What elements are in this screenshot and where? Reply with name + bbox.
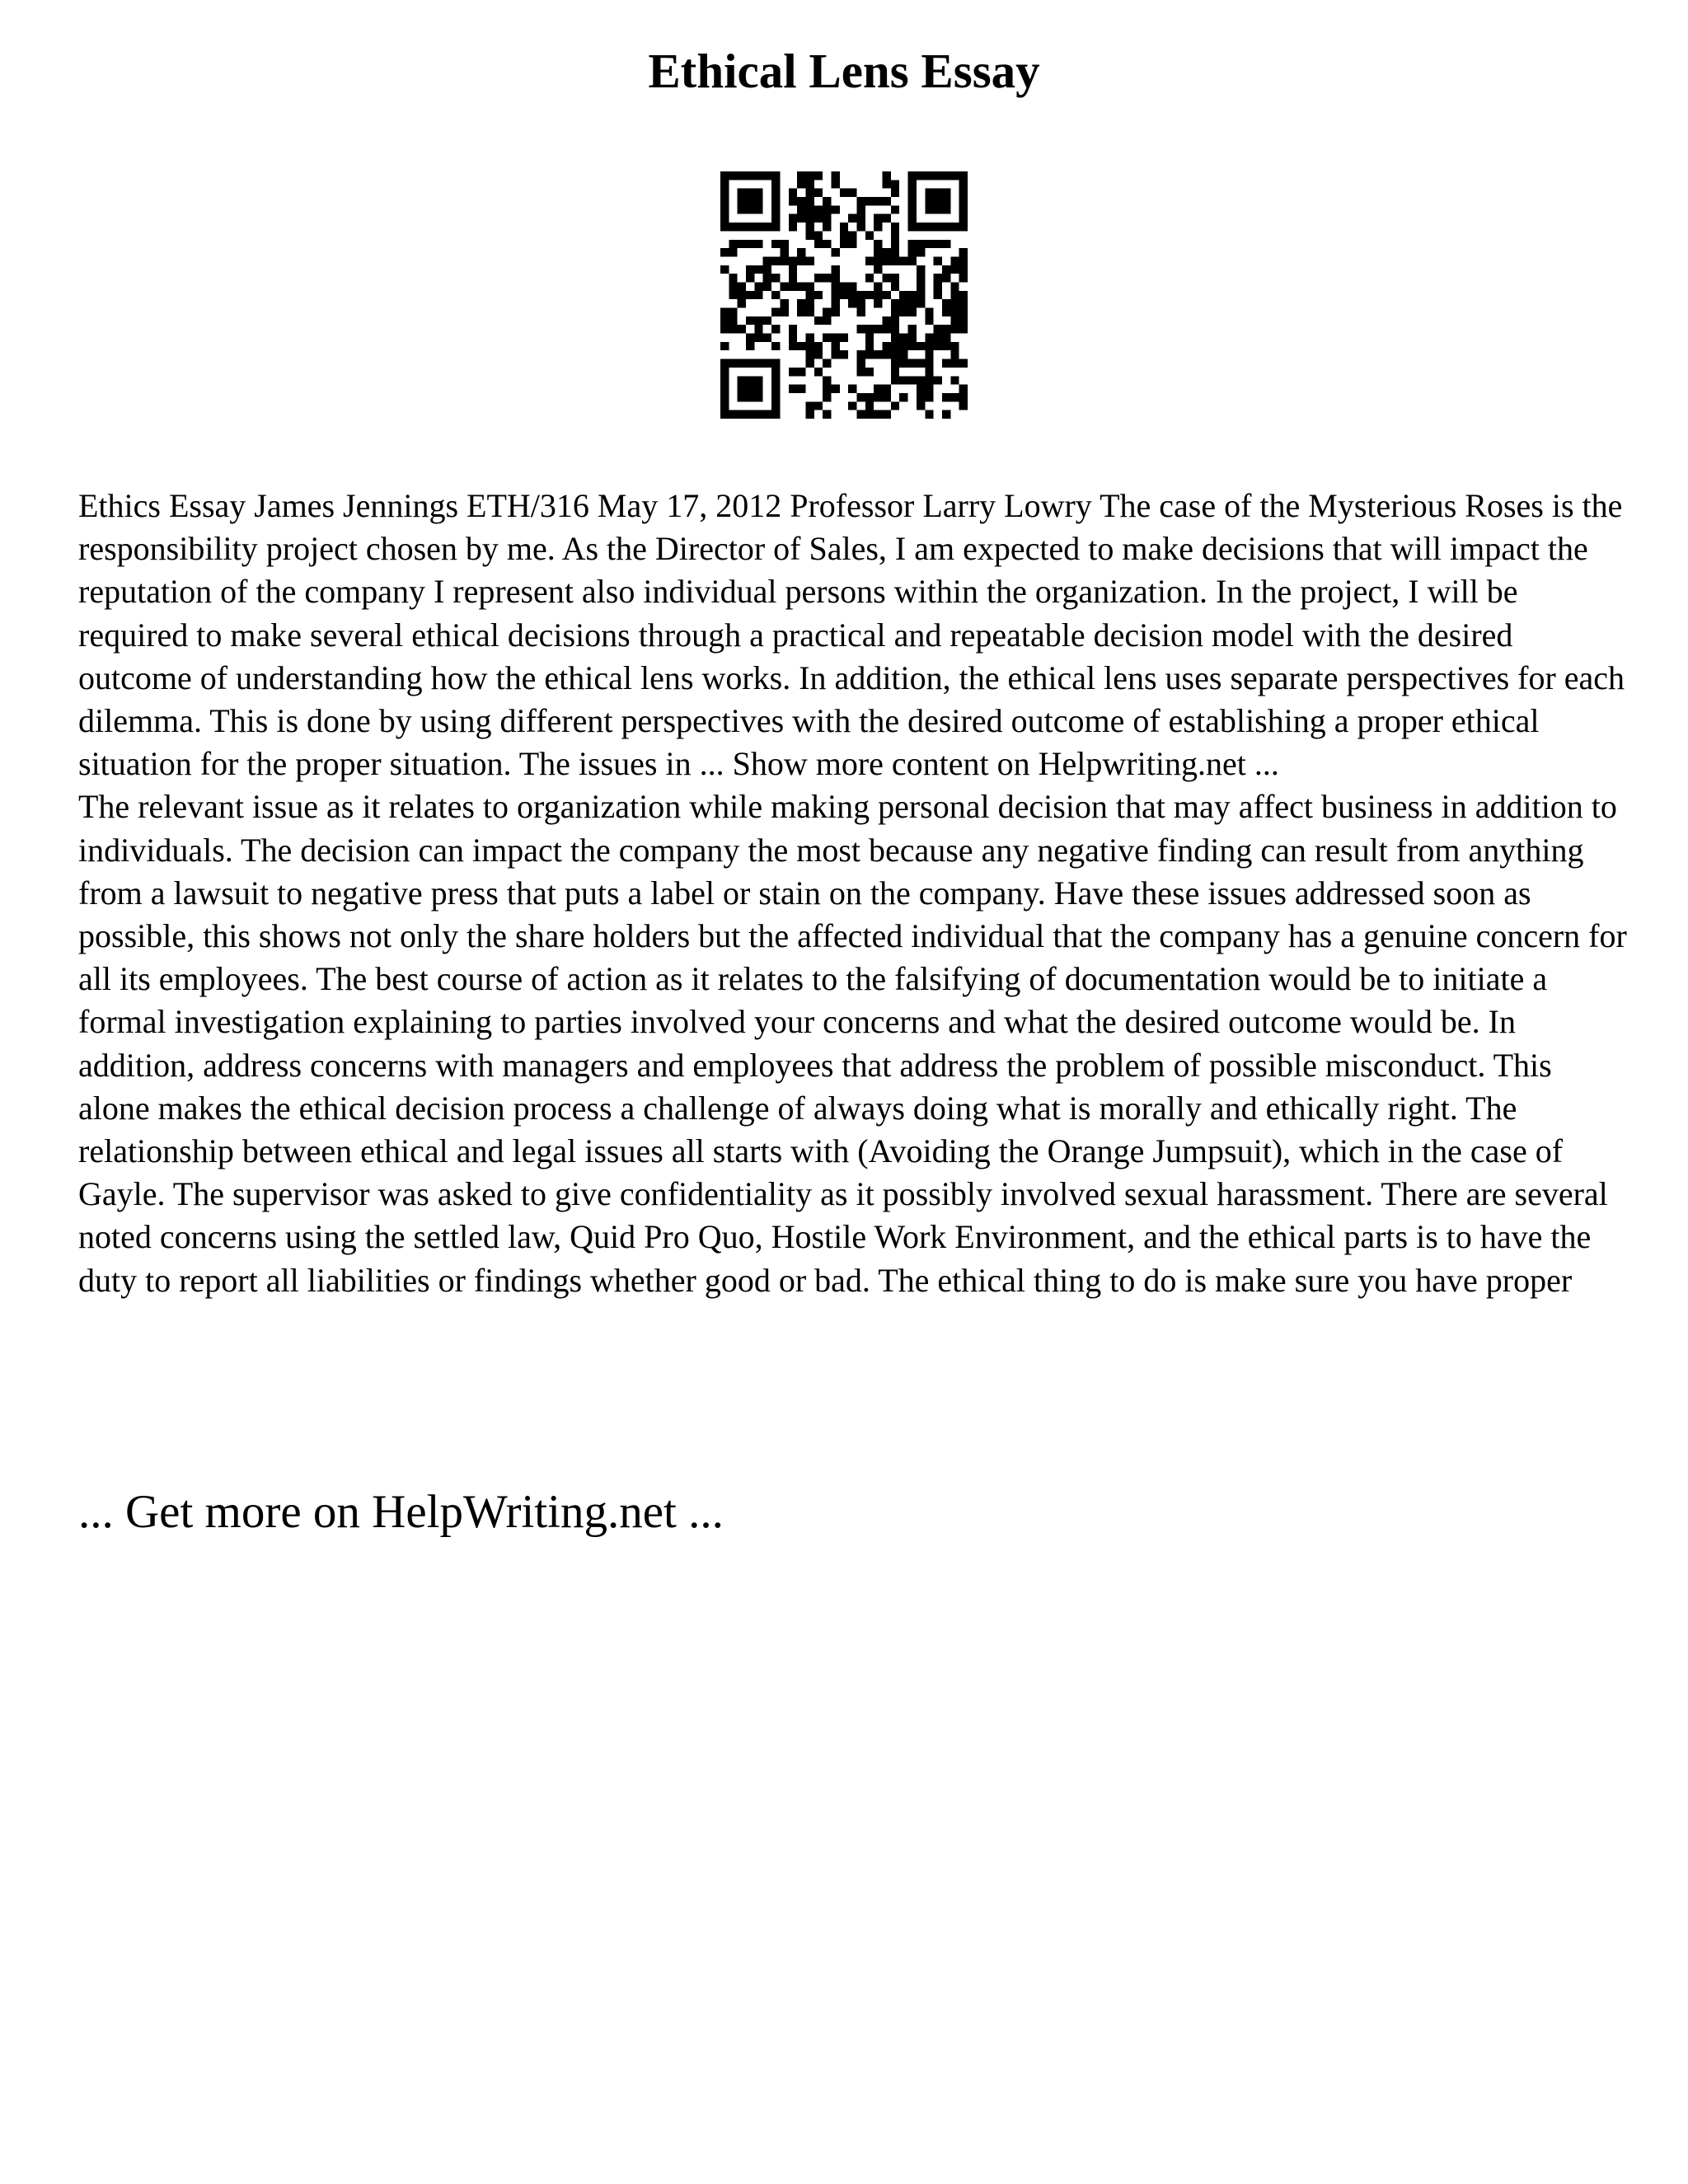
qr-code-icon xyxy=(720,171,968,419)
get-more-link[interactable]: ... Get more on HelpWriting.net ... xyxy=(78,1486,724,1538)
essay-paragraph-1: Ethics Essay James Jennings ETH/316 May 17, 2012 Professor Larry Lowry The case of the Mysterious Roses is the responsibility project chosen by me. As the Director of Sales, I am expected to make decisions that will impact the reputation of the company I represent also individual persons within the organization. In the project, I will be required to make several ethical decisions through a practical and repeatable decision model with the desired outcome of understanding how the ethical lens works. In addition, the ethical lens uses separate perspectives for each dilemma. This is done by using different perspectives with the desired outcome of establishing a proper ethical situation for the proper situation. The issues in ... Show more content on Helpwriting.net ... xyxy=(78,487,1625,783)
essay-body xyxy=(78,485,1628,1302)
page-title: Ethical Lens Essay xyxy=(648,44,1040,98)
essay-paragraph-2: The relevant issue as it relates to organization while making personal decision that may affect business in addition to individuals. The decision can impact the company the most because any negative finding can result from anything from a lawsuit to negative press that puts a label or stain on the company. Have these issues addressed soon as possible, this shows not only the share holders but the affected individual that the company has a genuine concern for all its employees. The best course of action as it relates to the falsifying of documentation would be to initiate a formal investigation explaining to parties involved your concerns and what the desired outcome would be. In addition, address concerns with managers and employees that address the problem of possible misconduct. This alone makes the ethical decision process a challenge of always doing what is morally and ethically right. The relationship between ethical and legal issues all starts with (Avoiding the Orange Jumpsuit), which in the case of Gayle. The supervisor was asked to give confidentiality as it possibly involved sexual harassment. There are several noted concerns using the settled law, Quid Pro Quo, Hostile Work Environment, and the ethical parts is to have the duty to report all liabilities or findings whether good or bad. The ethical thing to do is make sure you have proper xyxy=(78,788,1627,1299)
